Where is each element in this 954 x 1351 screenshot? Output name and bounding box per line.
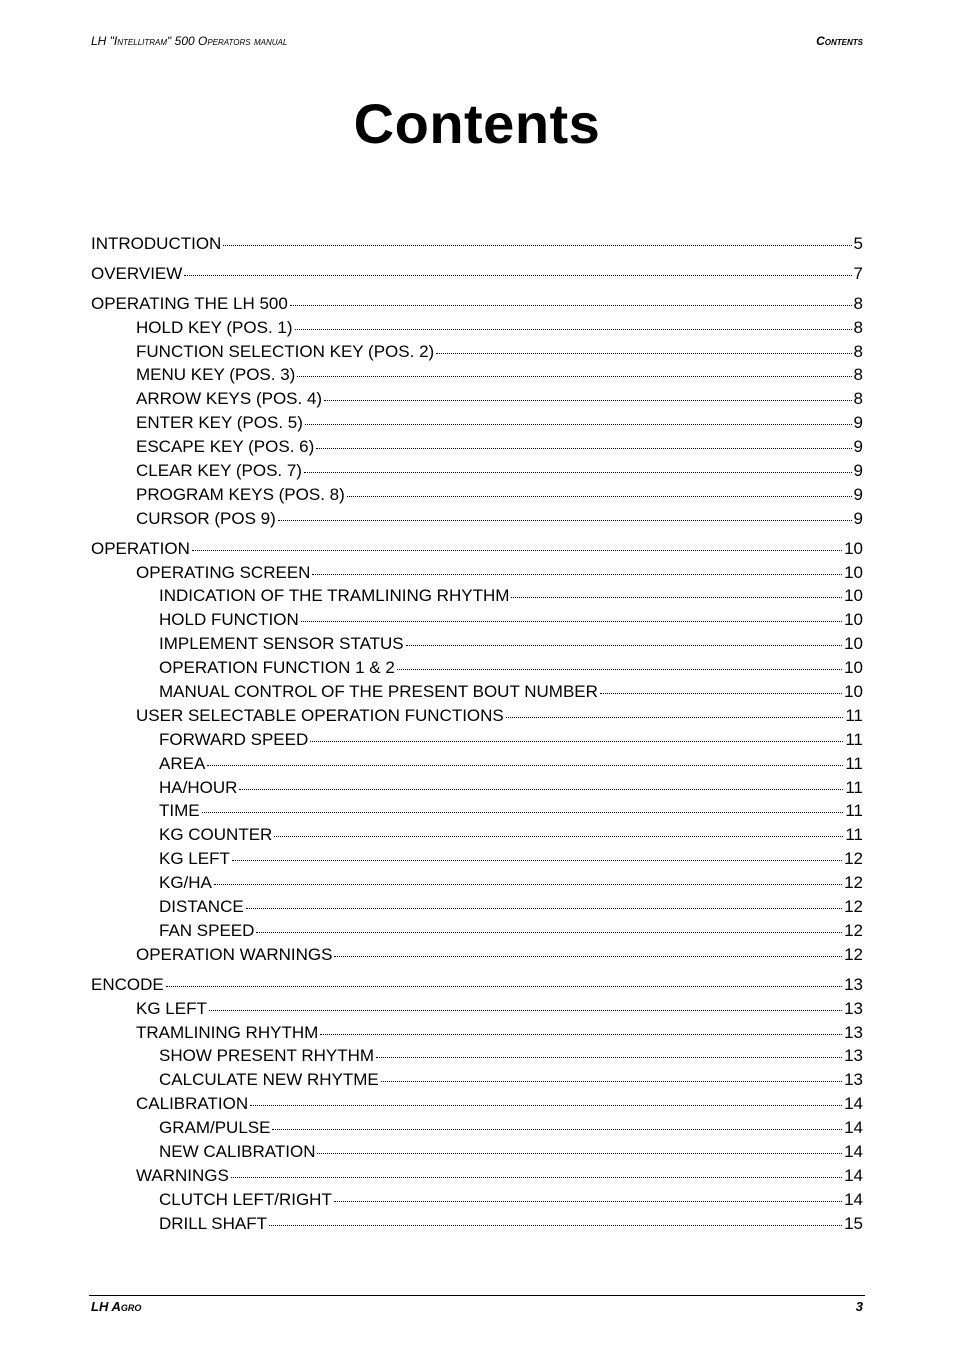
running-header <box>91 34 863 52</box>
toc-entry-page-number: 9 <box>853 461 863 481</box>
toc-dot-leader <box>239 788 843 790</box>
toc-dot-leader <box>290 304 852 306</box>
toc-entry-page-number: 10 <box>844 658 863 678</box>
toc-entry-label: DRILL SHAFT <box>159 1213 268 1233</box>
toc-entry[interactable] <box>91 584 863 608</box>
toc-entry[interactable] <box>91 459 863 483</box>
toc-dot-leader <box>301 620 842 622</box>
toc-entry-page-number: 9 <box>853 437 863 457</box>
toc-entry[interactable] <box>91 752 863 776</box>
toc-entry-page-number: 12 <box>844 873 863 893</box>
toc-entry-label: GRAM/PULSE <box>159 1118 271 1138</box>
toc-entry-label: AREA <box>159 753 206 773</box>
toc-entry-label: ARROW KEYS (POS. 4) <box>136 389 323 409</box>
toc-entry[interactable] <box>91 507 863 531</box>
toc-entry[interactable] <box>91 608 863 632</box>
toc-entry-label: IMPLEMENT SENSOR STATUS <box>159 634 404 654</box>
toc-entry[interactable] <box>91 823 863 847</box>
toc-dot-leader <box>334 1200 842 1202</box>
toc-entry-label: NEW CALIBRATION <box>159 1141 316 1161</box>
toc-entry[interactable] <box>91 728 863 752</box>
toc-entry-page-number: 9 <box>853 484 863 504</box>
toc-entry[interactable] <box>91 656 863 680</box>
toc-entry-label: HOLD KEY (POS. 1) <box>136 317 293 337</box>
toc-entry[interactable] <box>91 997 863 1021</box>
toc-entry-label: FUNCTION SELECTION KEY (POS. 2) <box>136 341 435 361</box>
toc-dot-leader <box>320 1033 842 1035</box>
toc-dot-leader <box>202 811 844 813</box>
toc-entry-page-number: 11 <box>845 825 863 845</box>
toc-dot-leader <box>192 549 842 551</box>
toc-entry-label: CLUTCH LEFT/RIGHT <box>159 1189 332 1209</box>
toc-entry[interactable] <box>91 1021 863 1045</box>
toc-entry-label: DISTANCE <box>159 897 244 917</box>
running-footer <box>91 1299 863 1317</box>
toc-entry[interactable] <box>91 919 863 943</box>
toc-entry-label: OPERATION <box>91 538 190 558</box>
toc-entry-page-number: 10 <box>844 682 863 702</box>
toc-entry-label: OPERATING THE LH 500 <box>91 293 288 313</box>
toc-dot-leader <box>324 399 851 401</box>
toc-entry-page-number: 13 <box>844 974 863 994</box>
toc-dot-leader <box>231 1176 842 1178</box>
toc-entry[interactable] <box>91 973 863 997</box>
toc-entry-label: INDICATION OF THE TRAMLINING RHYTHM <box>159 586 510 606</box>
toc-entry[interactable] <box>91 776 863 800</box>
toc-dot-leader <box>312 573 842 575</box>
toc-entry-page-number: 15 <box>844 1213 863 1233</box>
toc-entry[interactable] <box>91 1140 863 1164</box>
toc-entry-page-number: 8 <box>853 365 863 385</box>
toc-entry[interactable] <box>91 483 863 507</box>
toc-entry[interactable] <box>91 316 863 340</box>
toc-dot-leader <box>347 495 852 497</box>
toc-entry-page-number: 10 <box>844 538 863 558</box>
toc-entry[interactable] <box>91 1116 863 1140</box>
toc-dot-leader <box>278 519 852 521</box>
toc-entry[interactable] <box>91 411 863 435</box>
toc-entry-page-number: 14 <box>844 1189 863 1209</box>
toc-entry-label: OPERATING SCREEN <box>136 562 311 582</box>
toc-entry-label: CALCULATE NEW RHYTME <box>159 1070 379 1090</box>
toc-entry[interactable] <box>91 1044 863 1068</box>
toc-entry-label: KG/HA <box>159 873 212 893</box>
toc-entry-page-number: 12 <box>844 849 863 869</box>
toc-entry[interactable] <box>91 537 863 561</box>
toc-dot-leader <box>207 764 843 766</box>
toc-dot-leader <box>334 955 842 957</box>
toc-dot-leader <box>317 1152 842 1154</box>
toc-dot-leader <box>511 596 842 598</box>
toc-dot-leader <box>600 692 842 694</box>
toc-dot-leader <box>256 931 842 933</box>
toc-entry-label: INTRODUCTION <box>91 234 222 253</box>
header-manual-title: LH "Intellitram" 500 Operators manual <box>91 34 288 48</box>
toc-entry-page-number: 10 <box>844 610 863 630</box>
toc-entry-label: HA/HOUR <box>159 777 238 797</box>
toc-entry-page-number: 12 <box>844 944 863 964</box>
toc-entry-page-number: 14 <box>844 1118 863 1138</box>
toc-dot-leader <box>506 716 844 718</box>
toc-dot-leader <box>316 447 851 449</box>
toc-dot-leader <box>381 1080 842 1082</box>
toc-dot-leader <box>274 835 843 837</box>
toc-entry-page-number: 8 <box>853 317 863 337</box>
toc-dot-leader <box>397 668 842 670</box>
toc-dot-leader <box>214 883 842 885</box>
toc-dot-leader <box>246 907 842 909</box>
toc-entry-label: MENU KEY (POS. 3) <box>136 365 296 385</box>
toc-dot-leader <box>209 1009 842 1011</box>
toc-dot-leader <box>166 985 842 987</box>
toc-dot-leader <box>272 1128 842 1130</box>
toc-entry[interactable] <box>91 292 863 316</box>
toc-dot-leader <box>406 644 842 646</box>
toc-entry[interactable] <box>91 387 863 411</box>
toc-entry-page-number: 12 <box>844 920 863 940</box>
table-of-contents <box>91 232 863 1236</box>
toc-dot-leader <box>232 859 842 861</box>
toc-entry-page-number: 10 <box>844 586 863 606</box>
toc-entry-page-number: 13 <box>844 998 863 1018</box>
toc-entry-label: OPERATION FUNCTION 1 & 2 <box>159 658 395 678</box>
toc-entry-page-number: 11 <box>845 777 863 797</box>
toc-entry[interactable] <box>91 1164 863 1188</box>
toc-dot-leader <box>305 423 852 425</box>
toc-entry-page-number: 14 <box>844 1165 863 1185</box>
toc-entry[interactable] <box>91 1068 863 1092</box>
toc-entry[interactable] <box>91 799 863 823</box>
toc-entry-label: MANUAL CONTROL OF THE PRESENT BOUT NUMBER <box>159 682 598 702</box>
toc-entry[interactable] <box>91 632 863 656</box>
toc-entry[interactable] <box>91 1092 863 1116</box>
header-section-name: Contents <box>816 34 863 48</box>
toc-entry-label: TIME <box>159 801 200 821</box>
toc-entry-label: ENCODE <box>91 974 164 994</box>
toc-entry[interactable] <box>91 1188 863 1212</box>
footer-page-number: 3 <box>855 1299 863 1314</box>
toc-entry-label: KG COUNTER <box>159 825 273 845</box>
toc-entry[interactable] <box>91 847 863 871</box>
toc-dot-leader <box>295 328 852 330</box>
toc-entry[interactable] <box>91 943 863 967</box>
toc-entry-label: PROGRAM KEYS (POS. 8) <box>136 484 345 504</box>
toc-entry[interactable] <box>91 435 863 459</box>
toc-entry[interactable] <box>91 871 863 895</box>
toc-dot-leader <box>376 1056 842 1058</box>
toc-entry-label: FAN SPEED <box>159 920 255 940</box>
toc-dot-leader <box>223 244 851 246</box>
toc-entry-page-number: 8 <box>853 389 863 409</box>
toc-entry-page-number: 14 <box>844 1094 863 1114</box>
toc-entry[interactable] <box>91 704 863 728</box>
toc-entry-page-number: 5 <box>853 234 863 253</box>
toc-entry-label: FORWARD SPEED <box>159 729 309 749</box>
toc-entry-page-number: 13 <box>844 1046 863 1066</box>
toc-entry-label: CURSOR (POS 9) <box>136 508 276 528</box>
toc-dot-leader <box>297 375 851 377</box>
toc-dot-leader <box>250 1104 842 1106</box>
toc-entry-label: OVERVIEW <box>91 263 183 283</box>
toc-entry-page-number: 11 <box>845 729 863 749</box>
toc-dot-leader <box>184 274 851 276</box>
toc-entry[interactable] <box>91 340 863 364</box>
toc-entry-label: HOLD FUNCTION <box>159 610 299 630</box>
toc-entry-label: WARNINGS <box>136 1165 229 1185</box>
toc-entry-label: SHOW PRESENT RHYTHM <box>159 1046 375 1066</box>
toc-dot-leader <box>310 740 843 742</box>
toc-entry-page-number: 12 <box>844 897 863 917</box>
toc-entry-label: OPERATION WARNINGS <box>136 944 333 964</box>
page-title: Contents <box>353 92 601 155</box>
toc-entry-page-number: 9 <box>853 508 863 528</box>
toc-entry[interactable] <box>91 232 863 256</box>
toc-entry-page-number: 10 <box>844 562 863 582</box>
toc-entry-page-number: 10 <box>844 634 863 654</box>
toc-entry-label: KG LEFT <box>159 849 230 869</box>
toc-dot-leader <box>269 1224 842 1226</box>
footer-divider <box>89 1295 865 1296</box>
toc-dot-leader <box>304 471 852 473</box>
toc-entry-page-number: 11 <box>845 753 863 773</box>
toc-entry[interactable] <box>91 363 863 387</box>
toc-entry-page-number: 9 <box>853 413 863 433</box>
toc-entry-label: CALIBRATION <box>136 1094 249 1114</box>
toc-entry-page-number: 13 <box>844 1022 863 1042</box>
footer-company-name: LH Agro <box>91 1299 142 1314</box>
toc-entry[interactable] <box>91 561 863 585</box>
toc-entry-label: TRAMLINING RHYTHM <box>136 1022 319 1042</box>
toc-entry-page-number: 11 <box>845 705 863 725</box>
toc-entry[interactable] <box>91 262 863 286</box>
toc-entry-page-number: 8 <box>853 341 863 361</box>
toc-entry-page-number: 7 <box>853 263 863 283</box>
toc-entry-label: CLEAR KEY (POS. 7) <box>136 461 302 481</box>
toc-entry-label: ESCAPE KEY (POS. 6) <box>136 437 315 457</box>
toc-entry-page-number: 11 <box>845 801 863 821</box>
toc-entry-page-number: 14 <box>844 1141 863 1161</box>
toc-entry[interactable] <box>91 895 863 919</box>
toc-entry-label: USER SELECTABLE OPERATION FUNCTIONS <box>136 705 504 725</box>
toc-entry-label: KG LEFT <box>136 998 207 1018</box>
toc-entry-page-number: 8 <box>853 293 863 313</box>
toc-entry[interactable] <box>91 680 863 704</box>
toc-entry-label: ENTER KEY (POS. 5) <box>136 413 303 433</box>
toc-entry[interactable] <box>91 1212 863 1236</box>
toc-dot-leader <box>436 352 851 354</box>
toc-entry-page-number: 13 <box>844 1070 863 1090</box>
